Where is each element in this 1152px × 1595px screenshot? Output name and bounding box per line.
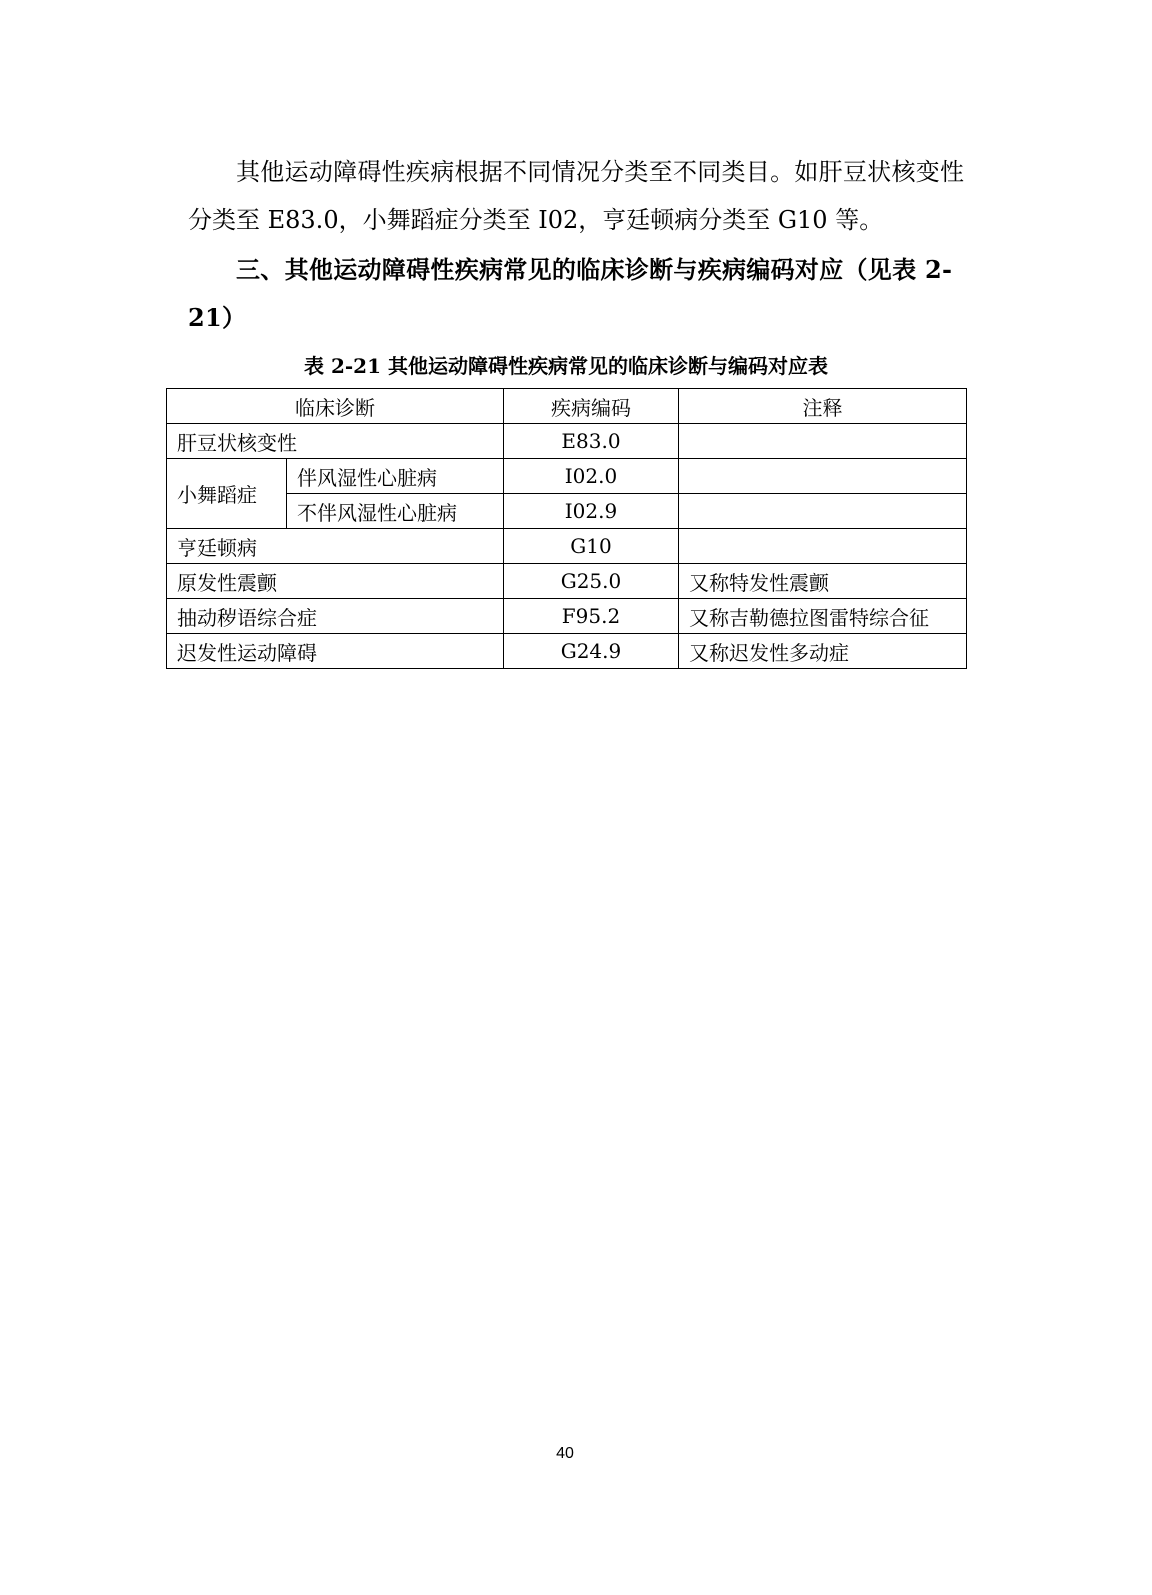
diagnosis-cell: 肝豆状核变性	[167, 424, 504, 459]
sub-diagnosis-cell: 不伴风湿性心脏病	[287, 494, 504, 529]
sub-diagnosis-cell: 伴风湿性心脏病	[287, 459, 504, 494]
table-row	[167, 494, 967, 529]
code-cell: F95.2	[504, 599, 679, 634]
code-cell: G10	[504, 529, 679, 564]
table-row	[167, 564, 967, 599]
code-cell: E83.0	[504, 424, 679, 459]
note-cell: 又称迟发性多动症	[679, 634, 967, 669]
table-header-row	[167, 389, 967, 424]
code-cell: G24.9	[504, 634, 679, 669]
table-caption: 表 2-21 其他运动障碍性疾病常见的临床诊断与编码对应表	[304, 354, 828, 378]
diagnosis-code-table	[166, 388, 967, 669]
diagnosis-cell: 亨廷顿病	[167, 529, 504, 564]
table-row	[167, 634, 967, 669]
header-code: 疾病编码	[504, 389, 679, 424]
note-cell	[679, 459, 967, 494]
header-note: 注释	[679, 389, 967, 424]
table-row	[167, 529, 967, 564]
note-cell	[679, 424, 967, 459]
diagnosis-cell: 迟发性运动障碍	[167, 634, 504, 669]
note-cell: 又称特发性震颤	[679, 564, 967, 599]
table-row	[167, 424, 967, 459]
header-diagnosis: 临床诊断	[167, 389, 504, 424]
body-paragraph: 其他运动障碍性疾病根据不同情况分类至不同类目。如肝豆状核变性分类至 E83.0，小舞蹈症分类至 I02，亨廷顿病分类至 G10 等。	[188, 158, 964, 234]
table-row	[167, 459, 967, 494]
page-number: 40	[556, 1445, 574, 1462]
note-cell	[679, 494, 967, 529]
note-cell: 又称吉勒德拉图雷特综合征	[679, 599, 967, 634]
diagnosis-cell: 小舞蹈症	[167, 459, 287, 529]
note-cell	[679, 529, 967, 564]
diagnosis-cell: 原发性震颤	[167, 564, 504, 599]
diagnosis-cell: 抽动秽语综合症	[167, 599, 504, 634]
section-heading: 三、其他运动障碍性疾病常见的临床诊断与疾病编码对应（见表 2-21）	[188, 255, 953, 332]
code-cell: G25.0	[504, 564, 679, 599]
code-cell: I02.9	[504, 494, 679, 529]
table-row	[167, 599, 967, 634]
code-cell: I02.0	[504, 459, 679, 494]
